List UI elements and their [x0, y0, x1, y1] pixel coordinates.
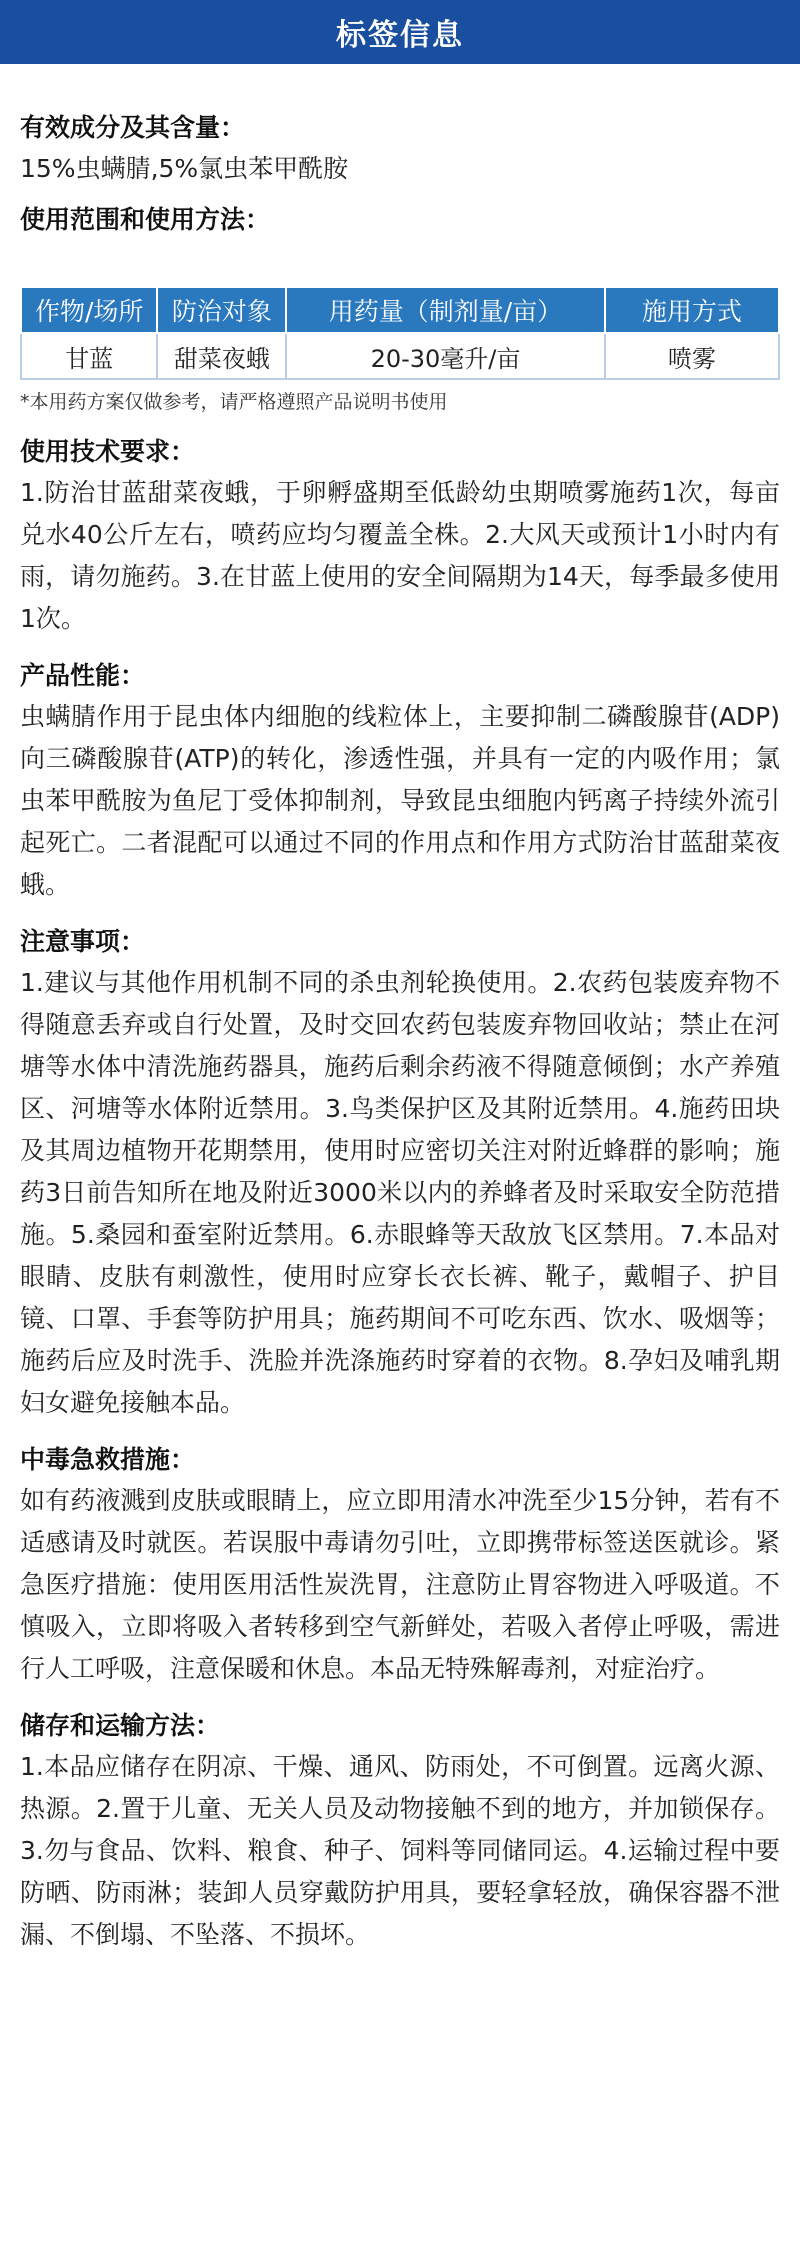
precautions-text: 1.建议与其他作用机制不同的杀虫剂轮换使用。2.农药包装废弃物不得随意丢弃或自行处置，及时交回农药包装废弃物回收站；禁止在河塘等水体中清洗施药器具，施药后剩余药液不得随意倾倒；水产养殖区、河塘等水体附近禁用。3.鸟类保护区及其附近禁用。4.施药田块及其周边植物开花期禁用，使用时应密切关注对附近蜂群的影响；施药3日前告知所在地及附近3000米以内的养蜂者及时采取安全防范措施。5.桑园和蚕室附近禁用。6.赤眼蜂等天敌放飞区禁用。7.本品对眼睛、皮肤有刺激性，使用时应穿长衣长裤、靴子，戴帽子、护目镜、口罩、手套等防护用具；施药期间不可吃东西、饮水、吸烟等；施药后应及时洗手、洗脸并洗涤施药时穿着的衣物。8.孕妇及哺乳期妇女避免接触本品。 [20, 968, 780, 1417]
table-cell-target: 甜菜夜蛾 [157, 333, 286, 379]
header-title: 标签信息 [336, 18, 464, 53]
table-header-row [21, 287, 779, 333]
table-header-cell: 施用方式 [605, 287, 779, 333]
section-title-active-ingredient: 有效成分及其含量： [20, 113, 246, 142]
storage-text: 1.本品应储存在阴凉、干燥、通风、防雨处，不可倒置。远离火源、热源。2.置于儿童、无关人员及动物接触不到的地方，并加锁保存。3.勿与食品、饮料、粮食、种子、饲料等同储同运。4.运输过程中要防晒、防雨淋；装卸人员穿戴防护用具，要轻拿轻放，确保容器不泄漏、不倒塌、不坠落、不损坏。 [20, 1752, 780, 1949]
technical-text: 1.防治甘蓝甜菜夜蛾，于卵孵盛期至低龄幼虫期喷雾施药1次，每亩兑水40公斤左右，喷药应均匀覆盖全株。2.大风天或预计1小时内有雨，请勿施药。3.在甘蓝上使用的安全间隔期为14天，每季最多使用1次。 [20, 478, 780, 633]
label-content [0, 64, 800, 1956]
section-title-performance: 产品性能： [20, 661, 146, 690]
dosage-table [20, 286, 780, 380]
section-storage [20, 1706, 780, 1956]
table-row [21, 333, 779, 379]
table-header-cell: 作物/场所 [21, 287, 157, 333]
section-title-storage: 储存和运输方法： [20, 1711, 221, 1740]
section-technical [20, 432, 780, 640]
section-title-technical: 使用技术要求： [20, 437, 196, 466]
table-cell-crop: 甘蓝 [21, 333, 157, 379]
section-title-usage: 使用范围和使用方法： [20, 205, 271, 234]
section-precautions [20, 922, 780, 1424]
table-cell-method: 喷雾 [605, 333, 779, 379]
section-active-ingredient [20, 64, 780, 190]
section-title-first-aid: 中毒急救措施： [20, 1445, 196, 1474]
usage-note: *本用药方案仅做参考，请严格遵照产品说明书使用 [20, 391, 448, 413]
table-header-cell: 用药量（制剂量/亩） [286, 287, 604, 333]
first-aid-text: 如有药液溅到皮肤或眼睛上，应立即用清水冲洗至少15分钟，若有不适感请及时就医。若误服中毒请勿引吐，立即携带标签送医就诊。紧急医疗措施：使用医用活性炭洗胃，注意防止胃容物进入呼吸道。不慎吸入，立即将吸入者转移到空气新鲜处，若吸入者停止呼吸，需进行人工呼吸，注意保暖和休息。本品无特殊解毒剂，对症治疗。 [20, 1486, 780, 1683]
section-usage [20, 200, 780, 422]
page-header [0, 0, 800, 64]
performance-text: 虫螨腈作用于昆虫体内细胞的线粒体上，主要抑制二磷酸腺苷(ADP) 向三磷酸腺苷(ATP)的转化，渗透性强，并具有一定的内吸作用；氯虫苯甲酰胺为鱼尼丁受体抑制剂，导致昆虫细胞内钙离子持续外流引起死亡。二者混配可以通过不同的作用点和作用方式防治甘蓝甜菜夜蛾。 [20, 702, 780, 899]
section-performance [20, 656, 780, 906]
active-ingredient-text: 15%虫螨腈,5%氯虫苯甲酰胺 [20, 154, 349, 183]
table-cell-dosage: 20-30毫升/亩 [286, 333, 604, 379]
section-title-precautions: 注意事项： [20, 927, 146, 956]
table-header-cell: 防治对象 [157, 287, 286, 333]
section-first-aid [20, 1440, 780, 1690]
dosage-table-wrap [20, 286, 780, 380]
